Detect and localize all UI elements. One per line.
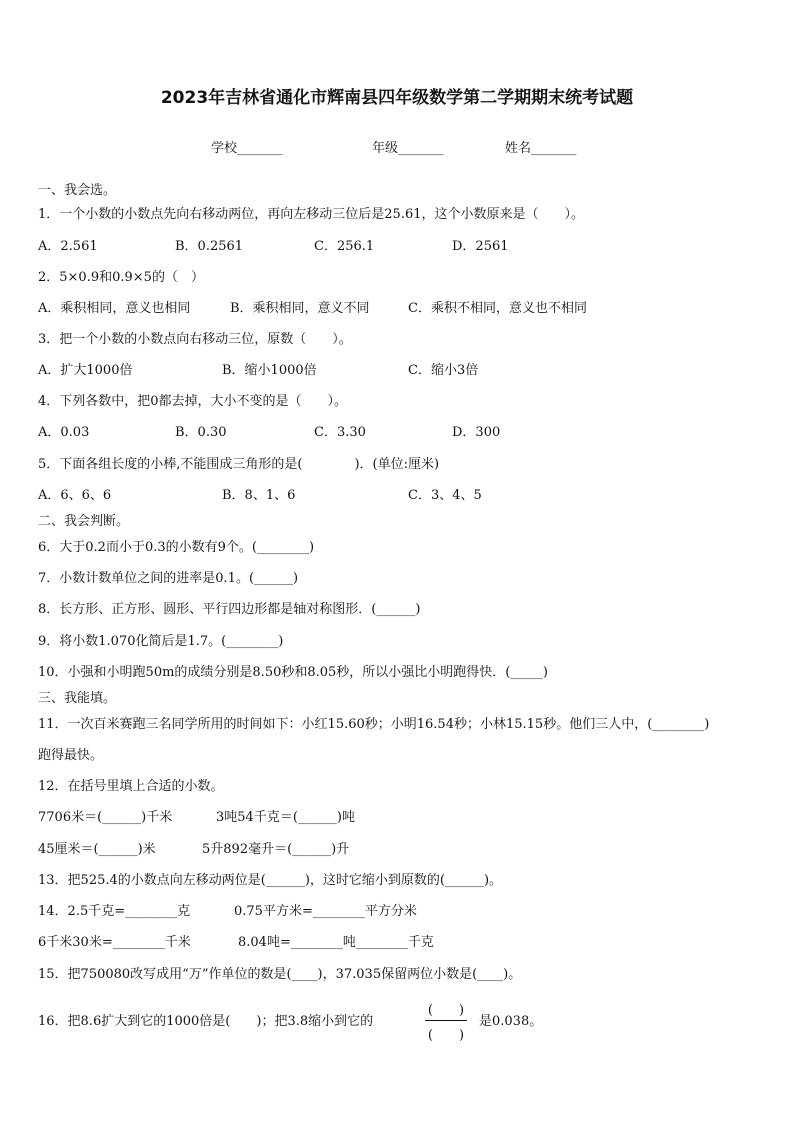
- q3-option-b: B．缩小1000倍: [222, 363, 317, 378]
- q1-option-b: B．0.2561: [175, 239, 244, 254]
- question-6: 6．大于0.2而小于0.3的小数有9个。(________): [38, 540, 315, 555]
- q14-item-b: 0.75平方米=________平方分米: [234, 904, 417, 919]
- q14-item-c: 6千米30米=________千米: [38, 935, 191, 950]
- q4-option-b: B．0.30: [175, 425, 227, 440]
- question-10: 10．小强和小明跑50m的成绩分别是8.50秒和8.05秒，所以小强比小明跑得快．(_____): [38, 665, 548, 680]
- question-16-before: 16．把8.6扩大到它的1000倍是( )；把3.8缩小到它的: [38, 1014, 374, 1029]
- question-7: 7．小数计数单位之间的进率是0.1。(______): [38, 571, 299, 586]
- q14-item-d: 8.04吨=________吨________千克: [238, 935, 434, 950]
- question-1: 1．一个小数的小数点先向右移动两位，再向左移动三位后是25.61，这个小数原来是（ ）。: [38, 207, 584, 222]
- q1-option-d: D．2561: [452, 239, 509, 254]
- q2-option-c: C．乘积不相同，意义也不相同: [408, 301, 587, 316]
- q12-item-c: 45厘米＝(______)米: [38, 842, 156, 857]
- question-13: 13．把525.4的小数点向左移动两位是(______)，这时它缩小到原数的(______)。: [38, 873, 503, 888]
- question-16-after: 是0.038。: [479, 1014, 543, 1029]
- fraction-denominator: ( ): [427, 1028, 465, 1043]
- q3-option-c: C．缩小3倍: [408, 363, 479, 378]
- grade-field: 年级_______: [372, 141, 444, 156]
- q12-item-a: 7706米＝(______)千米: [38, 810, 173, 825]
- q5-option-a: A．6、6、6: [38, 488, 112, 503]
- question-9: 9．将小数1.070化简后是1.7。(________): [38, 634, 284, 649]
- section-heading-choice: 一、我会选。: [38, 183, 117, 198]
- question-2: 2．5×0.9和0.9×5的（ ）: [38, 270, 204, 285]
- q1-option-c: C．256.1: [314, 239, 375, 254]
- question-11-line1: 11．一次百米赛跑三名同学所用的时间如下：小红15.60秒；小明16.54秒；小林15.15秒。他们三人中，(________): [38, 717, 710, 732]
- question-3: 3．把一个小数的小数点向右移动三位，原数（ ）。: [38, 332, 352, 347]
- section-heading-judge: 二、我会判断。: [38, 514, 130, 529]
- q5-option-b: B．8、1、6: [222, 488, 296, 503]
- question-4: 4．下列各数中，把0都去掉，大小不变的是（ ）。: [38, 394, 348, 409]
- q4-option-a: A．0.03: [38, 425, 90, 440]
- page-title: 2023年吉林省通化市辉南县四年级数学第二学期期末统考试题: [160, 88, 634, 108]
- section-heading-fill: 三、我能填。: [38, 691, 117, 706]
- q2-option-b: B．乘积相同，意义不同: [230, 301, 370, 316]
- name-field: 姓名_______: [505, 141, 577, 156]
- q2-option-a: A．乘积相同，意义也相同: [38, 301, 191, 316]
- q3-option-a: A．扩大1000倍: [38, 363, 133, 378]
- q4-option-c: C．3.30: [314, 425, 366, 440]
- q12-item-b: 3吨54千克＝(______)吨: [216, 810, 355, 825]
- q12-item-d: 5升892毫升＝(______)升: [202, 842, 350, 857]
- q14-item-a: 14．2.5千克=________克: [38, 904, 191, 919]
- question-5: 5．下面各组长度的小棒,不能围成三角形的是( )．(单位:厘米): [38, 457, 440, 472]
- question-8: 8．长方形、正方形、圆形、平行四边形都是轴对称图形．(______): [38, 602, 421, 617]
- fraction-bar: [425, 1020, 467, 1021]
- question-11-line2: 跑得最快。: [38, 748, 104, 763]
- q5-option-c: C．3、4、5: [408, 488, 482, 503]
- q1-option-a: A．2.561: [38, 239, 98, 254]
- fraction-blank: [419, 997, 473, 1045]
- question-12: 12．在括号里填上合适的小数。: [38, 779, 224, 794]
- fraction-numerator: ( ): [427, 1003, 465, 1018]
- school-field: 学校_______: [211, 141, 283, 156]
- q4-option-d: D．300: [452, 425, 501, 440]
- question-15: 15．把750080改写成用“万”作单位的数是(____)，37.035保留两位小数是(____)。: [38, 967, 522, 982]
